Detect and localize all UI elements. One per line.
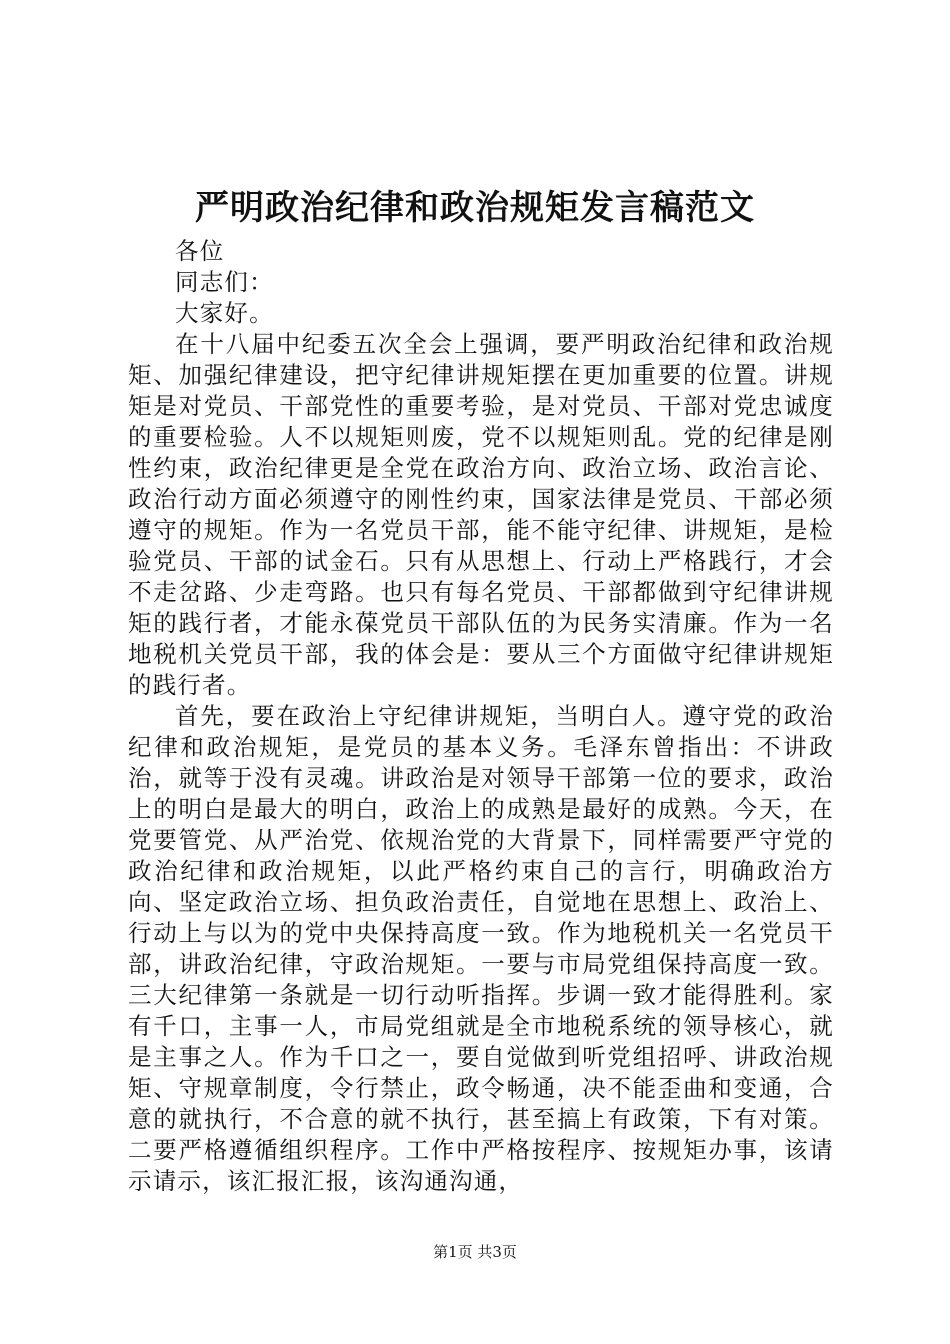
body-paragraph: 首先，要在政治上守纪律讲规矩，当明白人。遵守党的政治纪律和政治规矩，是党员的基本义务。毛泽东曾指出：不讲政治，就等于没有灵魂。讲政治是对领导干部第一位的要求，政治上的明白是最大的明白，政治上的成熟是最好的成熟。今天，在党要管党、从严治党、依规治党的大背景下，同样需要严守党的政治纪律和政治规矩，以此严格约束自己的言行，明确政治方向、坚定政治立场、担负政治责任，自觉地在思想上、政治上、行动上与以为的党中央保持高度一致。作为地税机关一名党员干部，讲政治纪律，守政治规矩。一要与市局党组保持高度一致。三大纪律第一条就是一切行动听指挥。步调一致才能得胜利。家有千口，主事一人，市局党组就是全市地税系统的领导核心，就是主事之人。作为千口之一，要自觉做到听党组招呼、讲政治规矩、守规章制度，令行禁止，政令畅通，决不能歪曲和变通，合意的就执行，不合意的就不执行，甚至搞上有政策，下有对策。二要严格遵循组织程序。工作中严格按程序、按规矩办事，该请示请示，该汇报汇报，该沟通沟通， xyxy=(128,702,834,1195)
body-paragraph: 在十八届中纪委五次全会上强调，要严明政治纪律和政治规矩、加强纪律建设，把守纪律讲规矩摆在更加重要的位置。讲规矩是对党员、干部党性的重要考验，是对党员、干部对党忠诚度的重要检验。人不以规矩则废，党不以规矩则乱。党的纪律是刚性约束，政治纪律更是全党在政治方向、政治立场、政治言论、政治行动方面必须遵守的刚性约束，国家法律是党员、干部必须遵守的规矩。作为一名党员干部，能不能守纪律、讲规矩，是检验党员、干部的试金石。只有从思想上、行动上严格践行，才会不走岔路、少走弯路。也只有每名党员、干部都做到守纪律讲规矩的践行者，才能永葆党员干部队伍的为民务实清廉。作为一名地税机关党员干部，我的体会是：要从三个方面做守纪律讲规矩的践行者。 xyxy=(128,330,834,699)
document-title: 严明政治纪律和政治规矩发言稿范文 xyxy=(195,188,755,228)
greeting-line: 同志们： xyxy=(175,268,274,296)
document-body xyxy=(128,236,834,1197)
greeting-line: 各位 xyxy=(175,237,225,265)
greeting-line: 大家好。 xyxy=(175,299,274,327)
page-footer: 第1页 共3页 xyxy=(433,1243,517,1261)
